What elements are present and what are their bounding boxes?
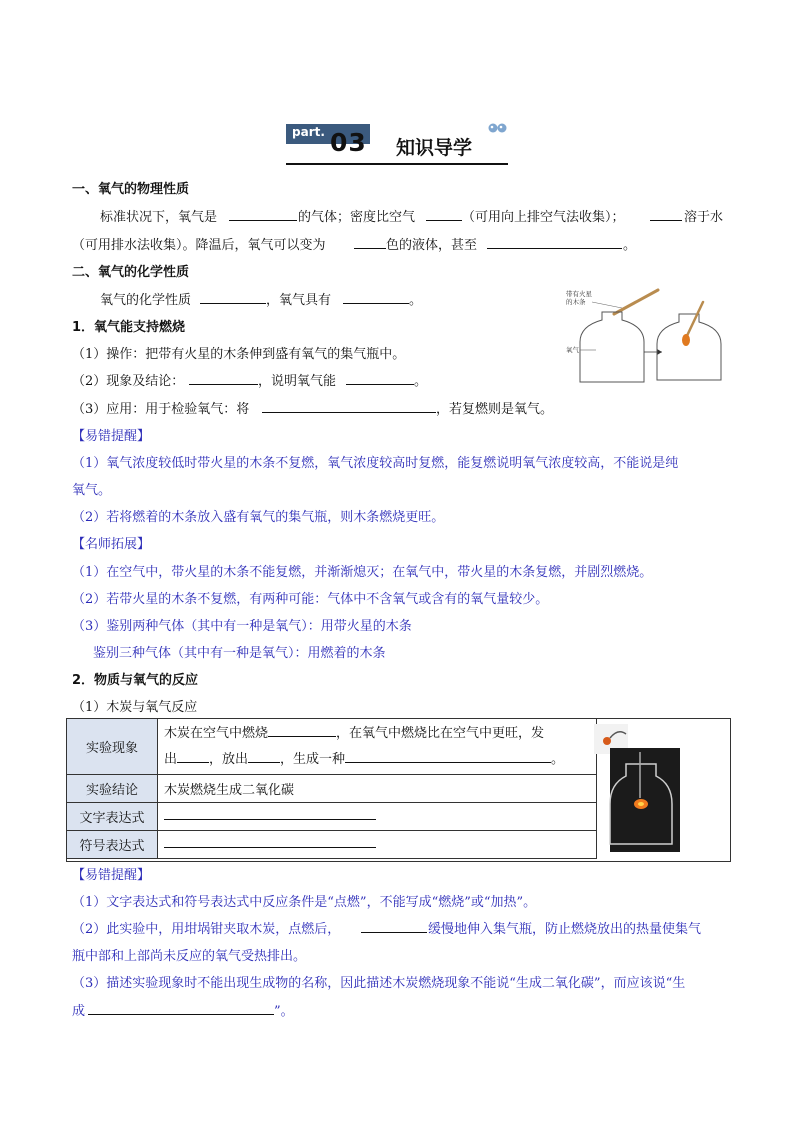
row-value: 木炭燃烧生成二氧化碳 xyxy=(158,775,597,803)
blank xyxy=(229,220,297,221)
p1-phenomenon-a: （2）现象及结论： xyxy=(72,374,185,389)
tip1-line1: （1）氧气浓度较低时带火星的木条不复燃，氧气浓度较高时复燃，能复燃说明氧气浓度较高，不能说是纯 xyxy=(72,456,679,471)
row-label: 实验结论 xyxy=(67,775,158,803)
s2-text-a: 氧气的化学性质 xyxy=(100,293,192,308)
p1-application-b: ，若复燃则是氧气。 xyxy=(436,402,554,417)
figure-label-oxygen: 氧气 xyxy=(566,346,579,354)
ext1-line3: （3）鉴别两种气体（其中有一种是氧气）：用带火星的木条 xyxy=(72,619,412,634)
figure-label-stick: 带有火星 xyxy=(566,290,592,298)
drops-icon xyxy=(487,121,509,135)
point-heading-reactions: 2．物质与氧气的反应 xyxy=(72,673,199,688)
oxygen-test-figure xyxy=(562,284,722,388)
table-row xyxy=(67,831,597,859)
p1-application-a: （3）应用：用于检验氧气：将 xyxy=(72,402,250,417)
blank xyxy=(189,384,258,385)
tip-title: 【易错提醒】 xyxy=(72,429,151,444)
experiment-table xyxy=(66,718,597,859)
blank xyxy=(354,248,386,249)
s1-text-e: （可用排水法收集）。降温后，氧气可以变为 xyxy=(72,238,326,253)
p1-phenomenon-b: ，说明氧气能 xyxy=(258,374,337,389)
blank xyxy=(88,1014,274,1015)
ext1-line1: （1）在空气中，带火星的木条不能复燃，并渐渐熄灭；在氧气中，带火星的木条复燃，并剧烈燃烧。 xyxy=(72,565,653,580)
tip1-line1b: 氧气。 xyxy=(72,483,112,498)
title-rule xyxy=(286,163,508,165)
tip2-line2c: 瓶中部和上部尚未反应的氧气受热排出。 xyxy=(72,949,307,964)
tip2-line2b: 缓慢地伸入集气瓶，防止燃烧放出的热量使集气 xyxy=(428,922,702,937)
charcoal-burning-photo xyxy=(594,724,714,854)
s1-text-a: 标准状况下，氧气是 xyxy=(100,210,218,225)
p1-phenomenon-c: 。 xyxy=(414,374,428,389)
tip2-line2a: （2）此实验中，用坩埚钳夹取木炭，点燃后， xyxy=(72,922,341,937)
s1-text-f: 色的液体，甚至 xyxy=(386,238,478,253)
blank xyxy=(343,303,409,304)
text: 出 xyxy=(164,751,178,767)
row-value xyxy=(158,803,597,831)
tip2-line3c: ”。 xyxy=(274,1004,294,1019)
section-heading-chemical: 二、氧气的化学性质 xyxy=(72,265,190,280)
blank xyxy=(200,303,266,304)
ext1-line2: （2）若带火星的木条不复燃，有两种可能：气体中不含氧气或含有的氧气量较少。 xyxy=(72,592,549,607)
table-row xyxy=(67,775,597,803)
ext-title: 【名师拓展】 xyxy=(72,537,151,552)
s1-text-c: （可用向上排空气法收集）； xyxy=(462,210,625,225)
text: ，在氧气中燃烧比在空气中更旺，发 xyxy=(336,725,545,741)
ext1-line4: 鉴别三种气体（其中有一种是氧气）：用燃着的木条 xyxy=(93,646,386,661)
row-label: 文字表达式 xyxy=(67,803,158,831)
section-heading-physical: 一、氧气的物理性质 xyxy=(72,182,190,197)
tip2-line3a: （3）描述实验现象时不能出现生成物的名称，因此描述木炭燃烧现象不能说“生成二氧化碳”，而应该说“生 xyxy=(72,976,686,991)
tip1-line2: （2）若将燃着的木条放入盛有氧气的集气瓶，则木条燃烧更旺。 xyxy=(72,510,445,525)
text: 。 xyxy=(551,751,565,767)
blank xyxy=(487,248,622,249)
blank xyxy=(262,412,436,413)
svg-text:的木条: 的木条 xyxy=(566,298,586,306)
table-row xyxy=(67,803,597,831)
table-row xyxy=(67,719,597,775)
p1-operation: （1）操作：把带有火星的木条伸到盛有氧气的集气瓶中。 xyxy=(72,347,406,362)
blank xyxy=(361,932,427,933)
page-title: 知识导学 xyxy=(396,137,473,159)
text: ，放出 xyxy=(209,751,249,767)
s2-text-c: 。 xyxy=(409,293,423,308)
blank xyxy=(426,220,462,221)
blank xyxy=(346,384,414,385)
tip-title: 【易错提醒】 xyxy=(72,868,151,883)
text: ，生成一种 xyxy=(280,751,346,767)
part-label: part. xyxy=(292,125,325,139)
s1-text-d: 溶于水 xyxy=(684,210,724,225)
row-label: 符号表达式 xyxy=(67,831,158,859)
tip2-line3b: 成 xyxy=(72,1004,86,1019)
s2-text-b: ，氧气具有 xyxy=(266,293,332,308)
row-label: 实验现象 xyxy=(67,719,158,775)
s1-text-g: 。 xyxy=(623,238,637,253)
part-number: 03 xyxy=(330,128,367,157)
point-heading-combustion: 1．氧气能支持燃烧 xyxy=(72,320,186,335)
text: 木炭在空气中燃烧 xyxy=(164,725,269,741)
row-value xyxy=(158,831,597,859)
s1-text-b: 的气体；密度比空气 xyxy=(298,210,416,225)
p2-sub: （1）木炭与氧气反应 xyxy=(72,700,198,715)
blank xyxy=(650,220,682,221)
tip2-line1: （1）文字表达式和符号表达式中反应条件是“点燃”，不能写成“燃烧”或“加热”。 xyxy=(72,895,537,910)
row-value xyxy=(158,719,597,775)
